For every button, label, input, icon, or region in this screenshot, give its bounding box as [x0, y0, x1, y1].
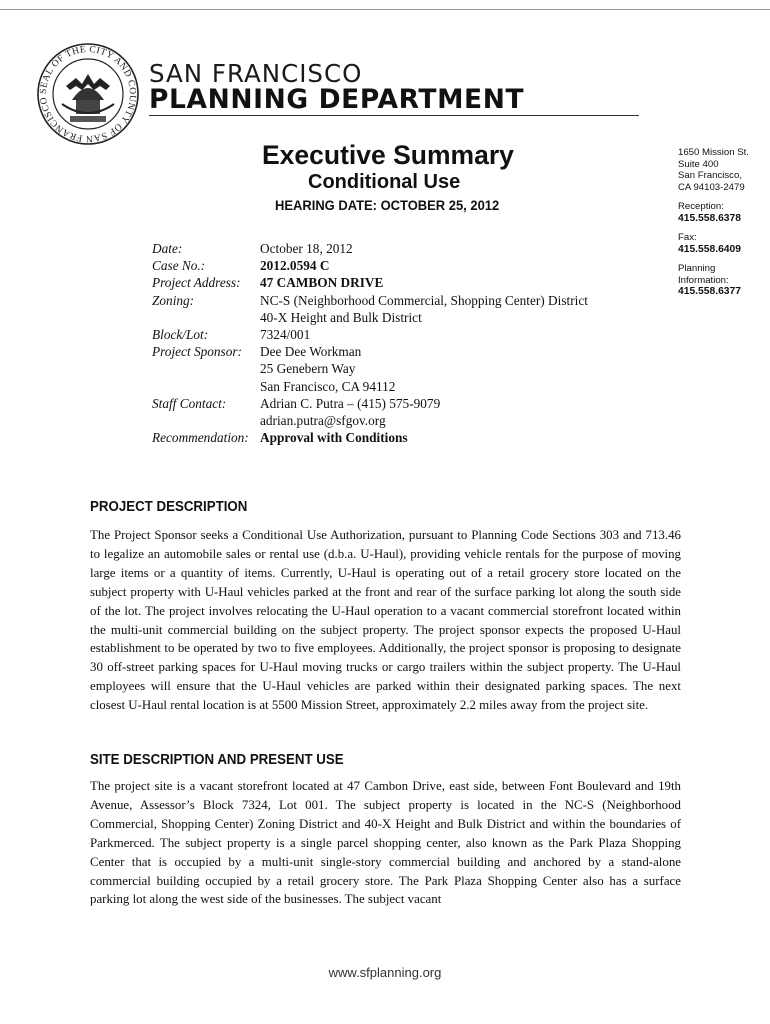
info-row-zoning-2 [152, 309, 588, 326]
fax-phone: 415.558.6409 [678, 243, 741, 255]
info-row-address [152, 274, 588, 291]
info-value-recommendation: Approval with Conditions [260, 430, 408, 446]
info-label: Block/Lot: [152, 327, 209, 343]
reception-phone: 415.558.6378 [678, 212, 741, 224]
info-value-sponsor: Dee Dee Workman [260, 344, 362, 360]
info-row-block [152, 326, 588, 343]
info-value-staff-email: adrian.putra@sfgov.org [260, 413, 386, 429]
planning-info-phone: 415.558.6377 [678, 286, 741, 297]
info-label: Project Address: [152, 275, 241, 291]
info-value-sponsor-city: San Francisco, CA 94112 [260, 378, 396, 394]
document-title: Executive Summary [262, 140, 514, 170]
info-label: Zoning: [152, 292, 195, 308]
info-row-sponsor [152, 343, 588, 360]
seal-text: SEAL OF THE CITY AND COUNTY OF SAN FRANCISCO [38, 44, 138, 144]
info-value-staff: Adrian C. Putra – (415) 575-9079 [260, 395, 441, 411]
planning-info-label: Planning [678, 263, 716, 274]
info-value-zoning: NC-S (Neighborhood Commercial, Shopping Center) District [260, 292, 588, 308]
info-row-zoning [152, 292, 588, 309]
info-value-height-bulk: 40-X Height and Bulk District [260, 309, 422, 325]
address-line: Suite 400 [678, 158, 719, 170]
address-line: San Francisco, [678, 170, 742, 181]
fax-label: Fax: [678, 232, 697, 243]
info-value-block-lot: 7324/001 [260, 327, 311, 343]
document-subtitle: Conditional Use [308, 171, 461, 193]
info-value-sponsor-street: 25 Genebern Way [260, 361, 356, 377]
address-line: CA 94103-2479 [678, 181, 745, 193]
header-divider [149, 115, 639, 116]
department-city: SAN FRANCISCO [149, 59, 363, 88]
hearing-date: HEARING DATE: OCTOBER 25, 2012 [275, 198, 500, 213]
info-label: Recommendation: [152, 430, 249, 446]
footer-website: www.sfplanning.org [328, 965, 442, 980]
city-seal-logo [36, 42, 140, 146]
info-label: Date: [152, 241, 183, 256]
info-row-date [152, 240, 588, 257]
info-label: Case No.: [152, 258, 206, 274]
department-name: PLANNING DEPARTMENT [149, 84, 525, 115]
info-label: Staff Contact: [152, 395, 227, 411]
info-row-case [152, 257, 588, 274]
info-row-staff [152, 395, 588, 412]
section-heading-site-description: SITE DESCRIPTION AND PRESENT USE [90, 752, 344, 768]
project-description-text: The Project Sponsor seeks a Conditional Use Authorization, pursuant to Planning Code Sections 303 and 713.46 to legalize an automobile sales or rental use (d.b.a. U-Haul), providing vehicle rentals for the purpose of moving large items or a quantity of items. Currently, U-Haul is operating out of a retail grocery store located on the subject property with U-Haul vehicles parked at the front and rear of the surface parking lot along the south side of the lot. The project involves relocating the U-Haul operation to a vacant commercial storefront located within the multi-unit commercial building on the subject property. The project sponsor expects the proposed U-Haul establishment to be operated by two to five employees. Additionally, the project sponsor is proposing to designate 30 off-street parking spaces for U-Haul moving trucks or cargo trailers within the subject property. The U-Haul employees will ensure that the U-Haul vehicles are parked within their designated parking spaces. The next closest U-Haul rental location is at 5500 Mission Street, approximately 2.2 miles away from the project site. [90, 528, 681, 713]
case-info-table [152, 240, 588, 446]
address-line: 1650 Mission St. [678, 147, 749, 158]
reception-label: Reception: [678, 201, 724, 212]
top-rule [0, 9, 770, 10]
info-value-date: October 18, 2012 [260, 241, 353, 256]
site-description-text: The project site is a vacant storefront located at 47 Cambon Drive, east side, between Font Boulevard and 19th Avenue, Assessor’s Block 7324, Lot 001. The subject property is located in the NC-S (Neighborhood Commercial, Shopping Center) Zoning District and 40-X Height and Bulk District and within the boundaries of Parkmerced. The subject property is a single parcel shopping center, also known as the Park Plaza Shopping Center that is occupied by a multi-unit single-story commercial building and anchored by a stand-alone commercial building occupied by a retail grocery store. The Park Plaza Shopping Center also has a surface parking lot along the west side of the businesses. The subject vacant [90, 779, 681, 907]
info-value-case-no: 2012.0594 C [260, 258, 330, 274]
info-row-recommendation [152, 429, 588, 446]
info-value-address: 47 CAMBON DRIVE [260, 275, 384, 291]
info-label: Project Sponsor: [152, 344, 242, 360]
contact-sidebar [678, 147, 764, 298]
section-heading-project-description: PROJECT DESCRIPTION [90, 499, 248, 515]
planning-info-label: Information: [678, 274, 729, 286]
